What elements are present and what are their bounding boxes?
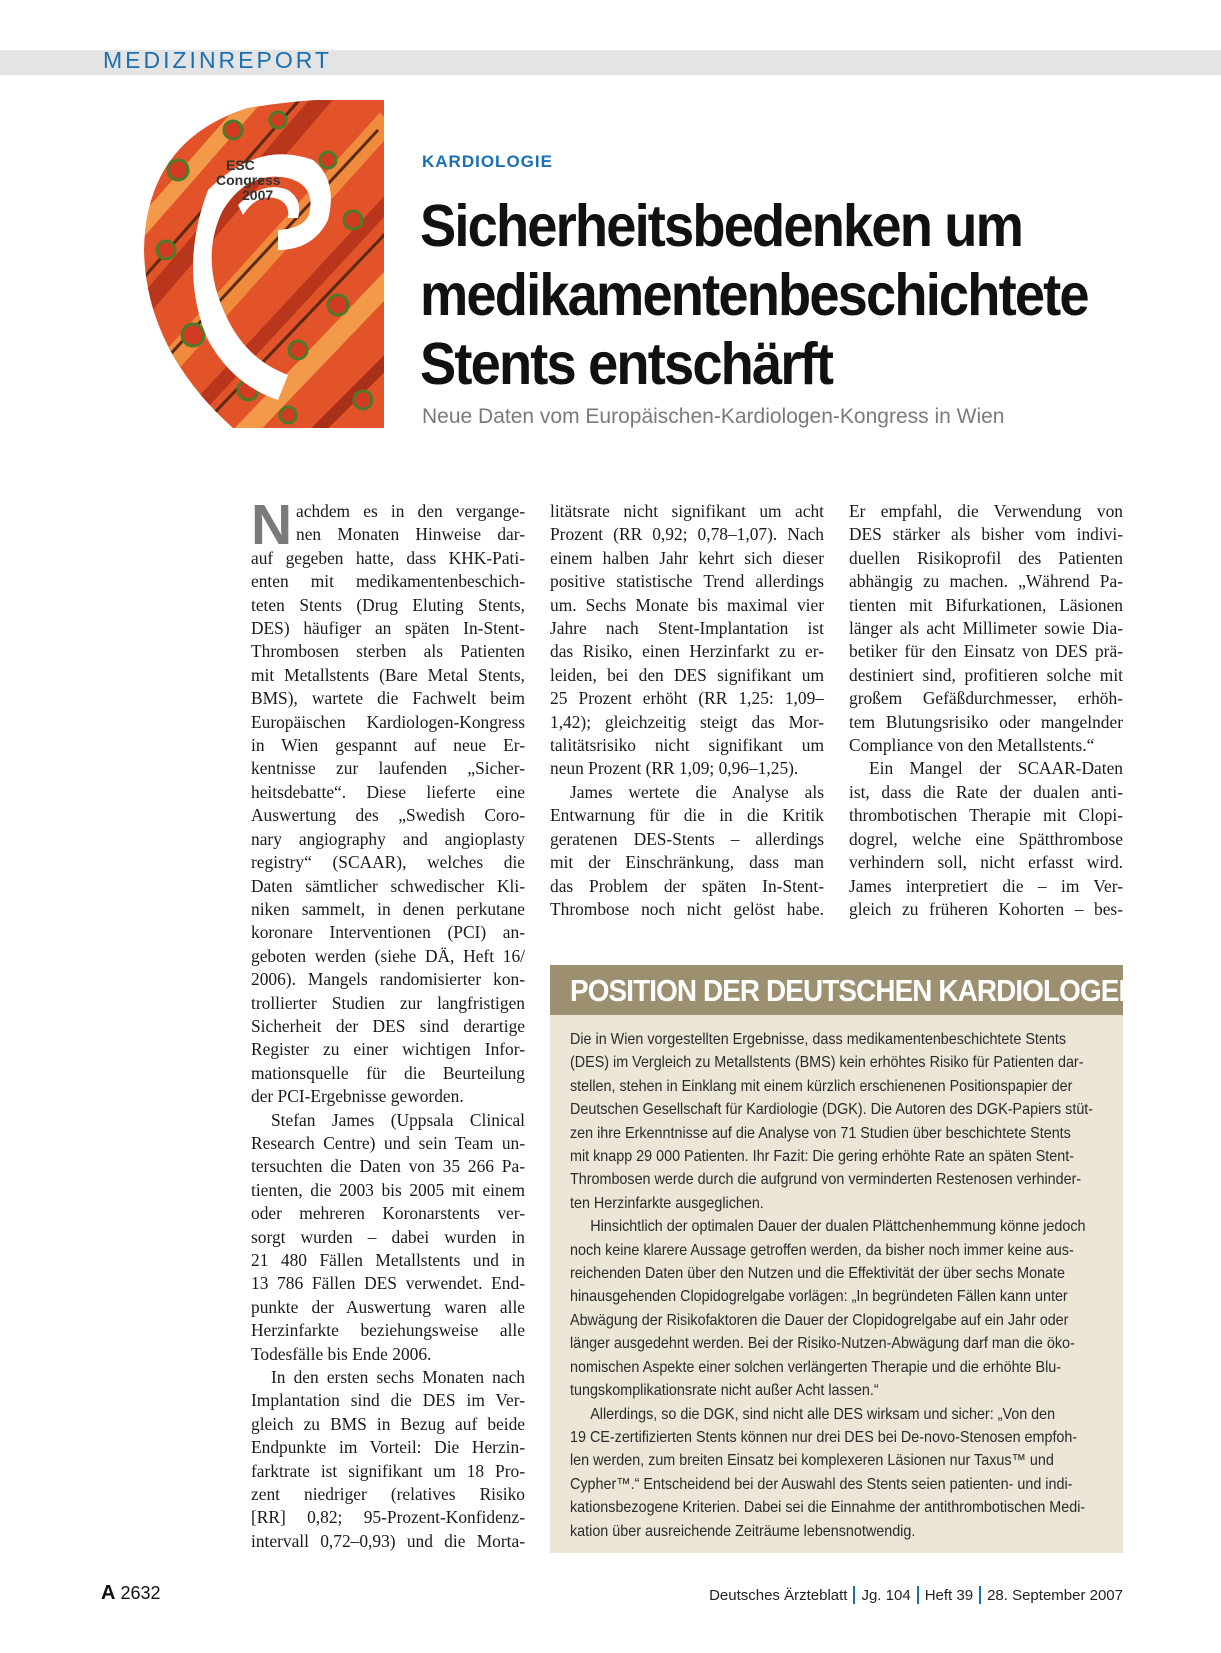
text-line: leiden, bei den DES signifikant um xyxy=(550,664,824,685)
text-line: Er empfahl, die Verwendung von xyxy=(849,501,1123,521)
box-text-line: Hinsichtlich der optimalen Dauer der dualen Plättchenhemmung könne jedoch xyxy=(590,1218,1086,1236)
text-line: zent niedriger (relatives Risiko xyxy=(251,1484,525,1505)
text-line: länger als acht Millimeter sowie Dia- xyxy=(849,618,1123,639)
text-line: betiker für den Einsatz von DES prä- xyxy=(849,641,1123,662)
info-box xyxy=(550,965,1138,1553)
text-line: 2006). Mangels randomisierter kon- xyxy=(251,969,525,990)
text-line: 1,42); gleichzeitig steigt das Mor- xyxy=(550,711,824,732)
text-line: niken sammelt, in denen perkutane xyxy=(251,898,525,919)
text-line: tienten mit Bifurkationen, Läsionen xyxy=(849,594,1123,615)
text-line: geratenen DES-Stents – allerdings xyxy=(550,828,824,849)
page-number xyxy=(101,1582,161,1605)
text-line: verhindern soll, nicht erfasst wird. xyxy=(849,852,1123,873)
box-text-line: reichenden Daten über den Nutzen und die Effektivität der über sechs Monate xyxy=(570,1265,1066,1283)
box-text-line: hinausgehenden Clopidogrelgabe vorlägen: „In begründeten Fällen kann unter xyxy=(570,1288,1068,1306)
text-line: gleich zu BMS in Bezug auf beide xyxy=(251,1413,525,1434)
text-line: der PCI-Ergebnisse geworden. xyxy=(251,1086,464,1107)
journal-volume: Jg. 104 xyxy=(861,1587,911,1604)
page-number-value: 2632 xyxy=(120,1583,161,1603)
text-line: um. Sechs Monate bis maximal vier xyxy=(550,594,824,615)
box-text-line: tungskomplikationsrate nicht außer Acht lassen.“ xyxy=(570,1382,879,1400)
box-text-line: länger ausgedehnt werden. Bei der Risiko-Nutzen-Abwägung darf man die öko- xyxy=(570,1335,1075,1353)
text-line: Endpunkte im Vorteil: Die Herzin- xyxy=(251,1437,525,1458)
text-line: Compliance von den Metallstents.“ xyxy=(849,735,1095,756)
text-line: Research Centre) und sein Team un- xyxy=(251,1132,525,1153)
box-text-line: (DES) im Vergleich zu Metallstents (BMS) kein erhöhtes Risiko für Patienten dar- xyxy=(570,1054,1084,1072)
section-label: MEDIZINREPORT xyxy=(103,47,332,73)
congress-artwork xyxy=(138,100,384,428)
text-line: Daten sämtlicher schwedischer Kli- xyxy=(251,875,525,896)
journal-date: 28. September 2007 xyxy=(987,1587,1123,1604)
text-line: ist, dass die Rate der dualen anti- xyxy=(849,781,1123,802)
text-line: James interpretiert die – im Ver- xyxy=(849,875,1123,896)
text-line: DES stärker als bisher vom indivi- xyxy=(849,524,1123,545)
text-line: oder mehreren Koronarstents ver- xyxy=(251,1203,525,1224)
text-line: tienten, die 2003 bis 2005 mit einem xyxy=(251,1179,525,1200)
headline-line: Sicherheitsbedenken um xyxy=(420,193,1023,259)
text-line: Sicherheit der DES sind derartige xyxy=(251,1015,525,1036)
text-line: In den ersten sechs Monaten nach xyxy=(271,1367,525,1388)
text-line: sorgt wurden – dabei wurden in xyxy=(251,1226,525,1247)
text-line: gleich zu früheren Kohorten – bes- xyxy=(849,898,1123,919)
text-column-3 xyxy=(849,500,1123,921)
text-line: großem Gefäßdurchmesser, erhöh- xyxy=(849,688,1123,709)
text-line: Herzinfarkte beziehungsweise alle xyxy=(251,1320,525,1341)
article-subtitle: Neue Daten vom Europäischen-Kardiologen-Kongress in Wien xyxy=(422,405,1005,428)
box-text-line: kation über ausreichende Zeiträume lebensnotwendig. xyxy=(570,1522,916,1540)
text-line: trollierter Studien zur langfristigen xyxy=(251,992,525,1013)
info-box-header xyxy=(550,965,1138,1015)
text-line: teten Stents (Drug Eluting Stents, xyxy=(251,594,525,615)
text-line: BMS), wartete die Fachwelt beim xyxy=(251,688,525,709)
text-line: thrombotischen Therapie mit Clopi- xyxy=(849,805,1123,826)
box-text-line: Die in Wien vorgestellten Ergebnisse, dass medikamentenbeschichtete Stents xyxy=(570,1031,1067,1048)
text-line: intervall 0,72–0,93) und die Morta- xyxy=(251,1530,525,1551)
journal-name: Deutsches Ärzteblatt xyxy=(709,1587,848,1604)
text-column-2 xyxy=(550,500,824,921)
drop-cap: N xyxy=(251,493,293,557)
text-line: achdem es in den vergange- xyxy=(296,501,525,521)
box-text-line: ten Herzinfarkte ausgeglichen. xyxy=(570,1194,764,1212)
text-line: heitsdebatte“. Diese lieferte eine xyxy=(251,781,525,802)
info-box-body xyxy=(570,1028,1101,1543)
text-line: das Risiko, einen Herzinfarkt zu er- xyxy=(550,641,824,662)
text-line: mit Metallstents (Bare Metal Stents, xyxy=(251,664,525,685)
text-line: kentnisse zur laufenden „Sicher- xyxy=(251,758,525,779)
box-text-line: stellen, stehen in Einklang mit einem kürzlich erschienenen Positionspapier der xyxy=(570,1077,1073,1095)
text-line: talitätsrisiko nicht signifikant um xyxy=(550,735,824,756)
separator xyxy=(917,1586,919,1604)
text-line: 13 786 Fällen DES verwendet. End- xyxy=(251,1273,525,1294)
text-line: geboten werden (siehe DÄ, Heft 16/ xyxy=(251,945,525,966)
text-line: 21 480 Fällen Metallstents und in xyxy=(251,1250,525,1270)
text-line: mationsquelle für die Beurteilung xyxy=(251,1062,525,1083)
text-line: neun Prozent (RR 1,09; 0,96–1,25). xyxy=(550,758,799,779)
separator xyxy=(979,1586,981,1604)
text-line: tem Blutungsrisiko oder mangelnder xyxy=(849,711,1123,732)
text-line: Todesfälle bis Ende 2006. xyxy=(251,1343,432,1364)
box-text-line: Abwägung der Risikofaktoren die Dauer der Clopidogrelgabe auf ein Jahr oder xyxy=(570,1311,1069,1329)
text-line: litätsrate nicht signifikant um acht xyxy=(550,501,824,521)
box-text-line: Cypher™.“ Entscheidend bei der Auswahl des Stents seien patienten- und indi- xyxy=(570,1475,1073,1493)
text-line: nary angiography and angioplasty xyxy=(251,828,525,849)
text-line: koronare Interventionen (PCI) an- xyxy=(251,922,525,943)
text-line: Ein Mangel der SCAAR-Daten xyxy=(869,758,1123,779)
text-line: enten mit medikamentenbeschich- xyxy=(251,571,525,592)
text-line: [RR] 0,82; 95-Prozent-Konfidenz- xyxy=(251,1507,525,1528)
box-text-line: len werden, zum breiten Einsatz bei komplexeren Läsionen nur Taxus™ und xyxy=(570,1452,1054,1470)
logo-text-esc: ESC xyxy=(226,157,255,173)
text-line: destiniert sind, profitieren solche mit xyxy=(849,664,1123,685)
text-line: DES) häufiger an späten In-Stent- xyxy=(251,618,525,639)
text-line: registry“ (SCAAR), welches die xyxy=(251,852,525,873)
box-text-line: noch keine klarere Aussage getroffen werden, da bisher noch immer keine aus- xyxy=(570,1241,1074,1259)
headline-line: medikamentenbeschichtete xyxy=(420,262,1088,328)
text-line: auf gegeben hatte, dass KHK-Pati- xyxy=(251,547,525,568)
text-line: in Wien gespannt auf neue Er- xyxy=(251,735,525,756)
box-text-line: zen ihre Erkenntnisse auf die Analyse von 71 Studien über beschichtete Stents xyxy=(570,1124,1071,1142)
page-prefix: A xyxy=(101,1582,116,1604)
box-text-line: kationsbezogene Kriterien. Dabei sei die Einnahme der antithrombotischen Medi- xyxy=(570,1499,1086,1517)
logo-text-year: 2007 xyxy=(242,187,274,203)
article-headline xyxy=(420,192,1088,399)
box-text-line: Allerdings, so die DGK, sind nicht alle DES wirksam und sicher: „Von den xyxy=(590,1405,1056,1423)
box-text-line: nomischen Aspekte einer solchen verlängerten Therapie und die erhöhte Blu- xyxy=(570,1358,1062,1376)
text-line: einem halben Jahr kehrt sich dieser xyxy=(550,547,824,568)
text-line: nen Monaten Hinweise dar- xyxy=(296,524,525,545)
text-line: punkte der Auswertung waren alle xyxy=(251,1296,525,1317)
text-line: Implantation sind die DES im Ver- xyxy=(251,1390,525,1411)
text-line: abhängig zu machen. „Während Pa- xyxy=(849,571,1123,592)
text-line: Entwarnung für die in die Kritik xyxy=(550,805,824,826)
article-kicker: KARDIOLOGIE xyxy=(422,152,553,171)
journal-info xyxy=(709,1586,1123,1604)
text-line: 25 Prozent erhöht (RR 1,25: 1,09– xyxy=(550,688,824,709)
text-line: positive statistische Trend allerdings xyxy=(550,571,824,592)
text-line: duellen Risikoprofil des Patienten xyxy=(849,547,1123,568)
text-column-1 xyxy=(251,493,525,1553)
text-line: Auswertung des „Swedish Coro- xyxy=(251,805,525,826)
text-line: Thrombose noch nicht gelöst habe. xyxy=(550,898,824,919)
box-text-line: Thrombosen werde durch die aufgrund von verminderten Restenosen verhinder- xyxy=(570,1171,1082,1189)
text-line: mit der Einschränkung, dass man xyxy=(550,852,824,873)
text-line: das Problem der späten In-Stent- xyxy=(550,875,824,896)
text-line: farktrate ist signifikant um 18 Pro- xyxy=(251,1460,525,1481)
text-line: Register zu einer wichtigen Infor- xyxy=(251,1039,525,1060)
journal-issue: Heft 39 xyxy=(924,1587,974,1604)
text-line: Stefan James (Uppsala Clinical xyxy=(271,1109,525,1130)
info-box-title: POSITION DER DEUTSCHEN KARDIOLOGEN xyxy=(570,973,1138,1008)
text-line: James wertete die Analyse als xyxy=(570,781,824,802)
box-text-line: mit knapp 29 000 Patienten. Ihr Fazit: Die gering erhöhte Rate an späten Stent- xyxy=(570,1148,1075,1166)
box-text-line: Deutschen Gesellschaft für Kardiologie (DGK). Die Autoren des DGK-Papiers stüt- xyxy=(570,1101,1094,1119)
text-line: tersuchten die Daten von 35 266 Pa- xyxy=(251,1156,525,1177)
text-line: Jahre nach Stent-Implantation ist xyxy=(550,618,824,639)
text-line: Europäischen Kardiologen-Kongress xyxy=(251,711,525,732)
headline-line: Stents entschärft xyxy=(420,331,833,397)
text-line: dogrel, welche eine Spätthrombose xyxy=(849,828,1123,849)
text-line: Thrombosen sterben als Patienten xyxy=(251,641,525,662)
logo-text-congress: Congress xyxy=(216,172,281,188)
separator xyxy=(853,1586,855,1604)
box-text-line: 19 CE-zertifizierten Stents können nur drei DES bei De-novo-Stenosen empfoh- xyxy=(570,1428,1078,1446)
text-line: Prozent (RR 0,92; 0,78–1,07). Nach xyxy=(550,524,824,545)
